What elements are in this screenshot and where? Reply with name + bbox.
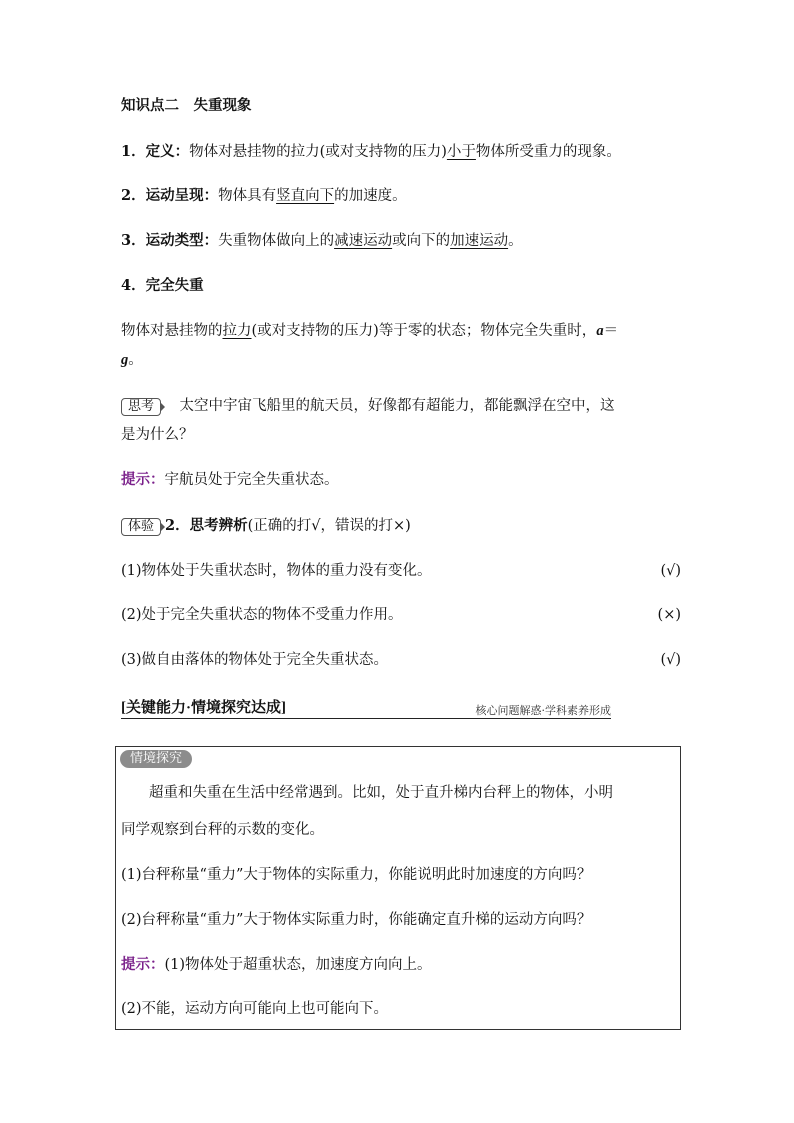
scenario-pill: 情境探究 [120,750,192,768]
complete-weightless-heading [121,276,681,296]
scenario-para-text-1: 超重和失重在生活中经常遇到。比如，处于直升梯内台秤上的物体，小明 [149,785,613,801]
motion-text: 物体具有 [218,188,277,204]
key-ability-header [121,696,611,719]
experience-q3-text: (3)做自由落体的物体处于完全失重状态。 [121,652,389,668]
motion-type-item [121,231,681,251]
experience-title [121,516,681,536]
section-title [121,96,681,116]
experience-a1: (√) [660,563,681,579]
think-question: 太空中宇宙飞船里的航天员，好像都有超能力，都能飘浮在空中，这 [179,398,615,414]
think-block-line-2 [121,425,681,445]
scenario-hint-2 [121,999,681,1019]
experience-title-text: 2．思考辨析 [165,517,248,534]
cw-text-a: 物体对悬挂物的 [121,323,223,339]
experience-tag: 体验 [121,518,161,536]
scenario-q1-text: (1)台秤称量“重力”大于物体的实际重力，你能说明此时加速度的方向吗？ [121,867,592,883]
scenario-q2 [121,910,681,930]
definition-answer: 小于 [446,144,476,160]
experience-q2-text: (2)处于完全失重状态的物体不受重力作用。 [121,607,403,623]
think-block-line-1 [121,396,681,416]
key-ability-subtitle: 核心问题解惑·学科素养形成 [475,704,611,717]
motion-text-end: 的加速度。 [334,188,407,204]
experience-title-tail: (正确的打√，错误的打×) [247,518,411,534]
motion-type-answer-1: 减速运动 [334,233,393,249]
motion-type-text-end: 。 [508,233,523,249]
definition-text: 物体对悬挂物的拉力(或对支持物的压力) [189,144,447,160]
experience-a3: (√) [660,652,681,668]
motion-type-text-mid: 或向下的 [392,233,451,249]
scenario-hint-text-2: (2)不能，运动方向可能向上也可能向下。 [121,1001,389,1017]
experience-q1-text: (1)物体处于失重状态时，物体的重力没有变化。 [121,563,432,579]
scenario-para-line-2 [121,820,681,840]
cw-text-c: (或对支持物的压力)等于零的状态；物体完全失重时， [251,323,597,339]
cw-equals: ＝ [603,323,619,339]
think-hint-label: 提示： [121,471,165,488]
think-hint [121,470,681,490]
scenario-para-line-1 [149,783,669,803]
motion-type-text: 失重物体做向上的 [218,233,335,249]
definition-text-end: 物体所受重力的现象。 [475,144,621,160]
cw-var-g: g [121,352,129,368]
experience-q2 [121,605,681,625]
cw-period: 。 [128,352,143,368]
cw-answer: 拉力 [222,323,252,339]
definition-item [121,142,681,162]
scenario-para-text-2: 同学观察到台秤的示数的变化。 [121,822,324,838]
motion-type-label: 3．运动类型： [121,232,219,249]
complete-weightless-label: 4．完全失重 [121,277,204,294]
motion-answer: 竖直向下 [276,188,335,204]
motion-type-answer-2: 加速运动 [450,233,509,249]
scenario-hint-label: 提示： [121,956,165,973]
key-ability-title: [关键能力·情境探究达成] [121,700,286,716]
section-title-text: 知识点二 失重现象 [121,97,252,114]
motion-item [121,186,681,206]
cw-var-a: a [596,323,604,339]
experience-a2: (×) [657,607,681,623]
experience-q3 [121,650,681,670]
think-question-end: 是为什么？ [121,427,194,443]
definition-label: 1．定义： [121,143,190,160]
scenario-q2-text: (2)台秤称量“重力”大于物体实际重力时，你能确定直升梯的运动方向吗？ [121,912,592,928]
think-tag: 思考 [121,398,161,416]
complete-weightless-line-1 [121,321,681,341]
motion-label: 2．运动呈现： [121,187,219,204]
complete-weightless-line-2 [121,350,681,370]
experience-q1 [121,561,681,581]
scenario-hint-text-1: (1)物体处于超重状态，加速度方向向上。 [164,957,432,973]
scenario-q1 [121,865,681,885]
scenario-hint-1 [121,955,681,975]
think-hint-text: 宇航员处于完全失重状态。 [164,472,339,488]
